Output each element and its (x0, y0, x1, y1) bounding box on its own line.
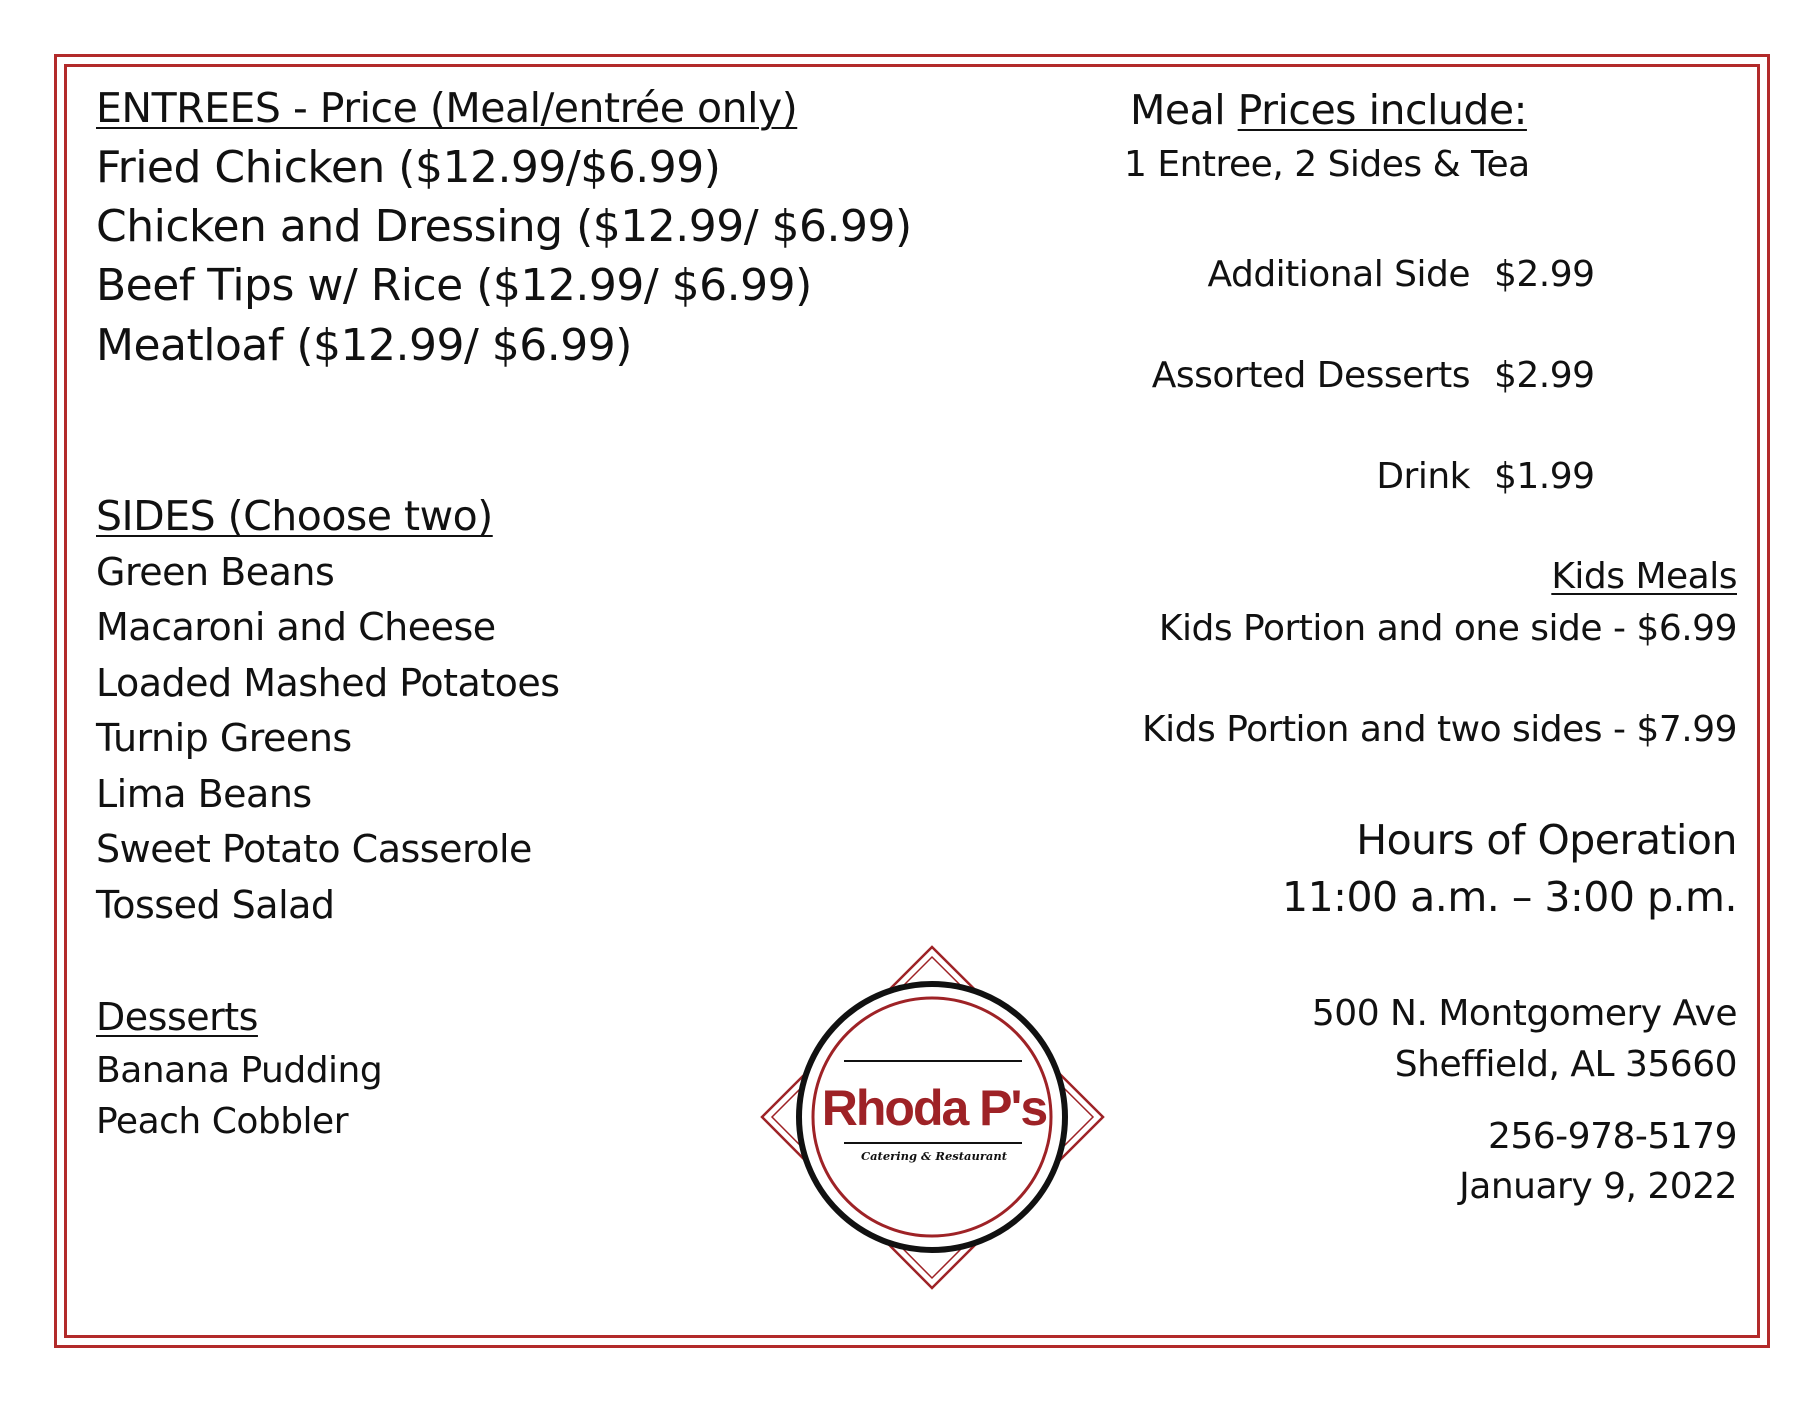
logo-wordmark: Rhoda P's (821, 1080, 1047, 1136)
address-street: 500 N. Montgomery Ave (1311, 993, 1737, 1034)
meal-prices-heading (1130, 86, 1527, 134)
meal-prices-heading-plain: Meal (1130, 86, 1238, 134)
dessert-item: Peach Cobbler (96, 1101, 349, 1142)
side-item: Macaroni and Cheese (96, 605, 496, 649)
extra-label: Drink (1376, 456, 1470, 497)
entree-item: Fried Chicken ($12.99/$6.99) (96, 142, 721, 193)
hours-times: 11:00 a.m. – 3:00 p.m. (1281, 873, 1737, 921)
side-item: Turnip Greens (96, 716, 352, 760)
side-item: Green Beans (96, 550, 335, 594)
entrees-heading: ENTREES - Price (Meal/entrée only) (96, 84, 798, 132)
side-item: Loaded Mashed Potatoes (96, 661, 560, 705)
side-item: Sweet Potato Casserole (96, 827, 532, 871)
menu-date: January 9, 2022 (1459, 1166, 1737, 1207)
desserts-heading: Desserts (96, 995, 258, 1039)
address-city: Sheffield, AL 35660 (1394, 1044, 1737, 1085)
extra-price: $1.99 (1494, 456, 1595, 497)
extra-label: Additional Side (1207, 254, 1470, 295)
kids-option: Kids Portion and one side - $6.99 (1158, 608, 1737, 649)
entree-item: Beef Tips w/ Rice ($12.99/ $6.99) (96, 260, 812, 311)
kids-option: Kids Portion and two sides - $7.99 (1142, 709, 1737, 750)
kids-meals-heading: Kids Meals (1551, 556, 1737, 597)
entree-item: Meatloaf ($12.99/ $6.99) (96, 320, 632, 371)
extra-price: $2.99 (1494, 254, 1595, 295)
rhoda-ps-logo (760, 945, 1105, 1290)
meal-includes-text: 1 Entree, 2 Sides & Tea (1124, 144, 1530, 185)
phone-number: 256-978-5179 (1487, 1116, 1737, 1157)
side-item: Tossed Salad (96, 883, 335, 927)
entree-item: Chicken and Dressing ($12.99/ $6.99) (96, 201, 912, 252)
hours-heading: Hours of Operation (1356, 816, 1737, 864)
sides-heading: SIDES (Choose two) (96, 492, 493, 540)
logo-tagline: Catering & Restaurant (860, 1149, 1008, 1163)
side-item: Lima Beans (96, 772, 312, 816)
dessert-item: Banana Pudding (96, 1050, 383, 1091)
extra-price: $2.99 (1494, 355, 1595, 396)
extra-label: Assorted Desserts (1151, 355, 1470, 396)
meal-prices-heading-underlined: Prices include: (1237, 86, 1527, 134)
